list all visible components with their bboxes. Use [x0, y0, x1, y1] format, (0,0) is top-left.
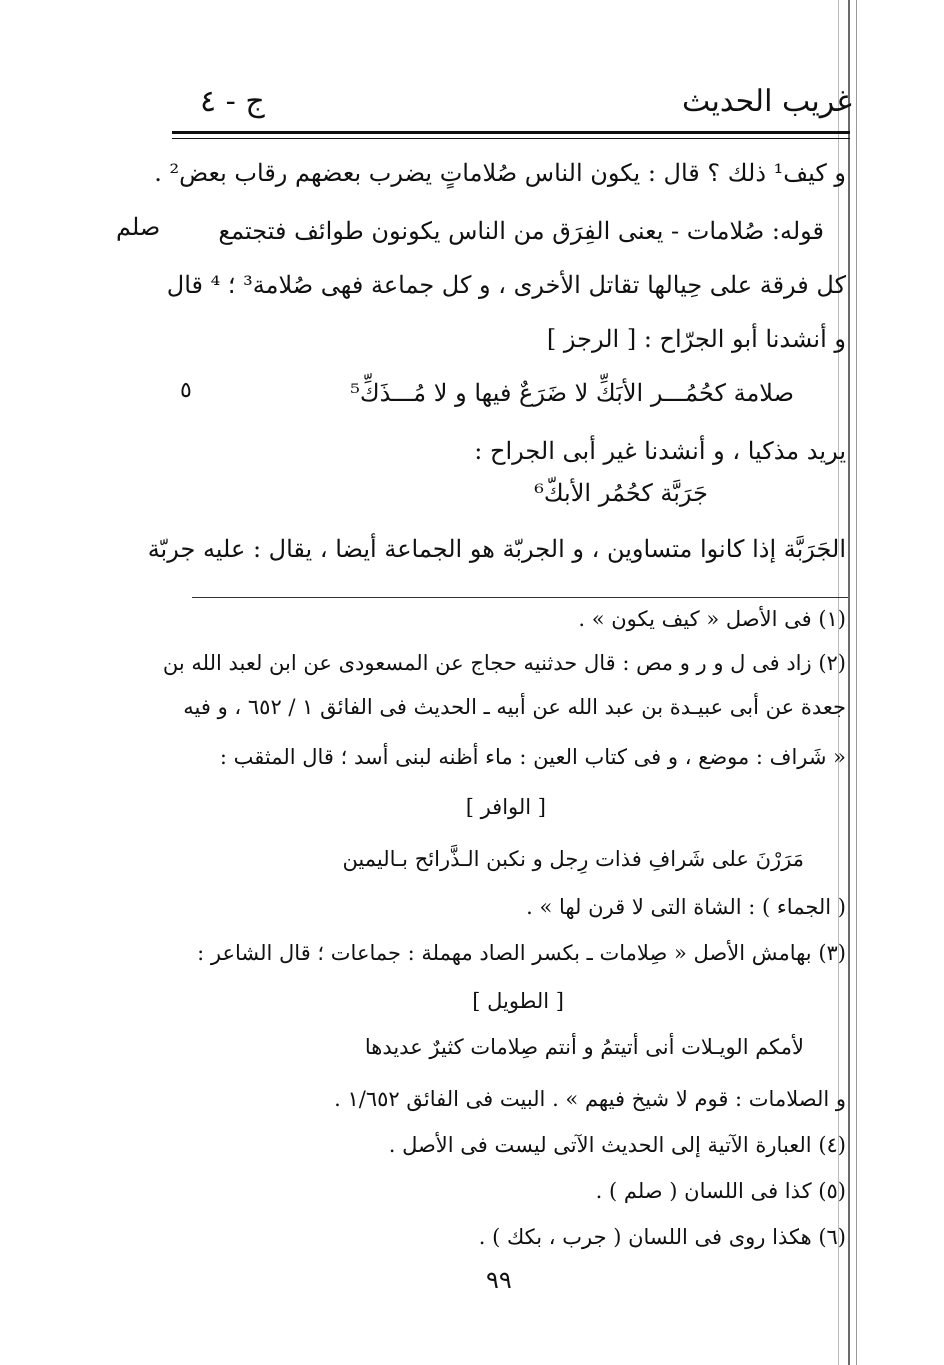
- line-number-marker: ٥: [180, 378, 192, 403]
- running-header: [180, 82, 852, 126]
- footnote-5: (٥) كذا فى اللسان ( صلم ) .: [595, 1179, 846, 1203]
- volume-label: ج - ٤: [200, 84, 265, 119]
- footnote-1: (١) فى الأصل « كيف يكون » .: [578, 607, 846, 631]
- main-line-2: قوله: صُلامات - يعنى الفِرَق من الناس يكونون طوائف فتجتمع: [218, 217, 824, 245]
- verse-line-2: جَرَبَّة كحُمُر الأبكّ⁶: [534, 479, 708, 507]
- footnote-2-line-3: « شَراف : موضع ، و فى كتاب العين : ماء أظنه لبنى أسد ؛ قال المثقب :: [219, 745, 846, 769]
- page-edge-shadow: [856, 0, 857, 1365]
- footnote-2-line-1: (٢) زاد فى ل و ر و مص : قال حدثنيه حجاج عن المسعودى عن ابن لعبد الله بن: [162, 651, 846, 675]
- footnote-6: (٦) هكذا روى فى اللسان ( جرب ، بكك ) .: [478, 1225, 846, 1249]
- footnote-3-verse: لأمكم الويـلات أنى أتيتمُ و أنتم صِلامات كثيرٌ عديدها: [364, 1035, 804, 1059]
- main-line-6: يريد مذكيا ، و أنشدنا غير أبى الجراح :: [474, 437, 846, 465]
- main-line-3: كل فرقة على حِيالها تقاتل الأخرى ، و كل جماعة فهى صُلامة³ ؛ ⁴ قال: [166, 271, 846, 299]
- header-rule-thick: [172, 131, 850, 134]
- footnote-2-meter: [ الوافر ]: [465, 795, 546, 819]
- page-binding-edge: [848, 0, 850, 1365]
- main-line-8: الجَرَبَّة إذا كانوا متساوين ، و الجربّة هو الجماعة أيضا ، يقال : عليه جربّة: [147, 535, 846, 563]
- footnote-4: (٤) العبارة الآتية إلى الحديث الآتى ليست فى الأصل .: [388, 1133, 846, 1157]
- footnote-2-line-4: ( الجماء ) : الشاة التى لا قرن لها » .: [526, 895, 846, 919]
- footnote-3-meter: [ الطويل ]: [472, 989, 564, 1013]
- footnote-2-line-2: جعدة عن أبى عبيـدة بن عبد الله عن أبيه ـ الحديث فى الفائق ١ / ٦٥٢ ، و فيه: [183, 695, 846, 719]
- page-number: ٩٩: [486, 1266, 512, 1294]
- footnote-3-line-1: (٣) بهامش الأصل « صِلامات ـ بكسر الصاد مهملة : جماعات ؛ قال الشاعر :: [197, 941, 846, 965]
- main-line-4: و أنشدنا أبو الجرّاح : [ الرجز ]: [546, 325, 846, 353]
- footnote-3-line-2: و الصلامات : قوم لا شيخ فيهم » . البيت فى الفائق ١/٦٥٢ .: [334, 1087, 846, 1111]
- running-title: غريب الحديث: [682, 84, 852, 119]
- verse-line-1: صلامة كحُمُـــر الأبَكِّ لا ضَرَعٌ فيها و لا مُـــذَكِّ⁵: [350, 379, 794, 407]
- footnote-rule: [192, 597, 848, 598]
- footnote-2-verse: مَرَرْنَ على شَرافِ فذات رِجل و نكبن الـذَّرائح بـاليمين: [342, 847, 804, 871]
- margin-keyword: صلم: [116, 213, 161, 241]
- main-line-1: و كيف¹ ذلك ؟ قال : يكون الناس صُلاماتٍ يضرب بعضهم رقاب بعض² .: [154, 159, 846, 187]
- header-rule-thin: [172, 138, 850, 139]
